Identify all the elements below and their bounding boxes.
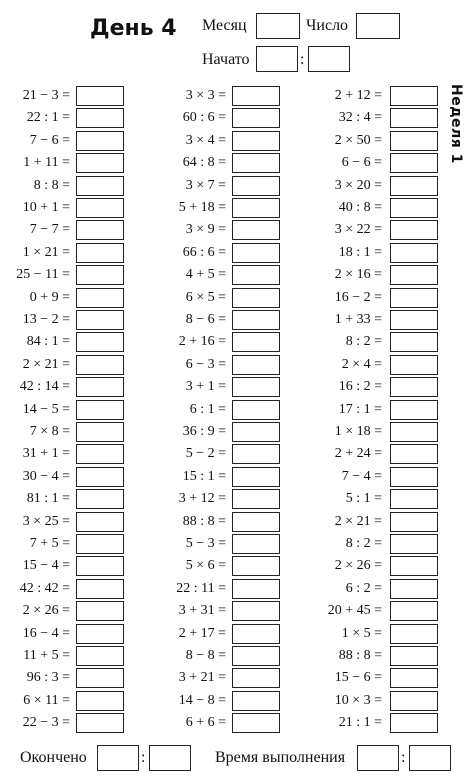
exercise-expression: 2 × 50 = [334, 132, 382, 148]
exercise-expression: 16 − 2 = [334, 289, 382, 305]
exercise-expression: 13 − 2 = [22, 312, 70, 327]
exercise-expression: 2 × 26 = [22, 603, 70, 619]
exercise-row [0, 691, 160, 713]
exercise-row [156, 579, 316, 601]
answer-box[interactable] [232, 713, 280, 733]
answer-box[interactable] [232, 198, 280, 218]
exercise-expression: 22 : 11 = [176, 580, 226, 596]
exercise-expression: 96 : 3 = [26, 670, 70, 686]
exercise-expression: 2 + 17 = [178, 625, 226, 641]
answer-box[interactable] [232, 220, 280, 240]
answer-box[interactable] [76, 86, 124, 106]
exercise-expression: 1 × 18 = [334, 424, 382, 439]
exercise-row [308, 131, 468, 153]
exercise-row [156, 265, 316, 287]
answer-box[interactable] [390, 243, 438, 263]
exercise-expression: 20 + 45 = [327, 603, 382, 619]
exercise-row [156, 646, 316, 668]
answer-box[interactable] [390, 377, 438, 397]
exercise-expression: 31 + 1 = [22, 446, 70, 462]
exercise-row [156, 108, 316, 130]
exercise-row [308, 713, 468, 735]
answer-box[interactable] [232, 444, 280, 464]
answer-box[interactable] [232, 646, 280, 666]
exercise-expression: 5 × 6 = [185, 558, 226, 574]
exercise-row [308, 220, 468, 242]
exercise-expression: 3 × 25 = [22, 513, 70, 529]
started-minutes-field[interactable] [308, 46, 350, 72]
exercise-expression: 22 − 3 = [22, 715, 70, 731]
exercise-expression: 0 + 9 = [29, 289, 70, 305]
exercise-row [308, 422, 468, 444]
exercise-expression: 5 − 3 = [185, 536, 226, 551]
exercise-row [308, 243, 468, 265]
exercise-row [308, 86, 468, 108]
exercise-expression: 15 − 4 = [22, 558, 70, 574]
exercise-row [0, 601, 160, 623]
exercise-row [0, 220, 160, 242]
answer-box[interactable] [76, 691, 124, 711]
answer-box[interactable] [390, 198, 438, 218]
answer-box[interactable] [76, 243, 124, 263]
exercise-expression: 5 + 18 = [178, 200, 226, 215]
answer-box[interactable] [390, 668, 438, 688]
answer-box[interactable] [232, 691, 280, 711]
answer-box[interactable] [232, 86, 280, 106]
exercise-row [156, 176, 316, 198]
exercise-expression: 8 − 8 = [185, 648, 226, 663]
answer-box[interactable] [390, 355, 438, 375]
exercise-expression: 10 + 1 = [22, 200, 70, 215]
exercise-expression: 3 + 12 = [178, 491, 226, 507]
exercise-row [0, 377, 160, 399]
answer-box[interactable] [390, 691, 438, 711]
answer-box[interactable] [76, 422, 124, 442]
exercise-row [156, 220, 316, 242]
duration-label: Время выполнения [215, 749, 346, 766]
exercise-expression: 11 + 5 = [23, 648, 70, 663]
answer-box[interactable] [232, 108, 280, 128]
exercise-row [308, 400, 468, 422]
answer-box[interactable] [390, 579, 438, 599]
answer-box[interactable] [232, 579, 280, 599]
exercise-row [156, 489, 316, 511]
exercise-row [308, 668, 468, 690]
finished-time-separator: : [141, 749, 146, 766]
exercise-expression: 6 : 1 = [189, 401, 226, 417]
exercise-row [0, 176, 160, 198]
exercise-row [156, 534, 316, 556]
answer-box[interactable] [232, 243, 280, 263]
answer-box[interactable] [232, 310, 280, 330]
answer-box[interactable] [76, 713, 124, 733]
answer-box[interactable] [390, 624, 438, 644]
exercise-row [308, 489, 468, 511]
exercise-expression: 42 : 14 = [19, 379, 70, 395]
exercise-expression: 18 : 1 = [338, 244, 382, 260]
exercise-expression: 6 × 11 = [23, 692, 70, 708]
month-label: Месяц [202, 17, 247, 34]
answer-box[interactable] [232, 153, 280, 173]
exercise-row [156, 422, 316, 444]
exercise-expression: 7 + 5 = [29, 536, 70, 551]
exercise-row [308, 377, 468, 399]
exercise-expression: 14 − 5 = [22, 401, 70, 417]
answer-box[interactable] [76, 579, 124, 599]
exercise-row [308, 332, 468, 354]
answer-box[interactable] [390, 422, 438, 442]
exercise-expression: 1 + 33 = [334, 312, 382, 327]
exercise-expression: 64 : 8 = [182, 155, 226, 171]
exercise-expression: 32 : 4 = [338, 110, 382, 126]
exercise-row [0, 422, 160, 444]
answer-box[interactable] [76, 288, 124, 308]
exercise-expression: 25 − 11 = [16, 267, 70, 283]
exercise-expression: 2 × 21 = [334, 513, 382, 529]
exercise-row [308, 691, 468, 713]
exercise-expression: 6 − 3 = [185, 356, 226, 372]
exercise-expression: 6 × 5 = [185, 289, 226, 305]
answer-box[interactable] [76, 444, 124, 464]
exercise-row [156, 713, 316, 735]
answer-box[interactable] [76, 310, 124, 330]
answer-box[interactable] [232, 355, 280, 375]
exercise-row [308, 310, 468, 332]
exercise-row [156, 512, 316, 534]
exercise-row [156, 377, 316, 399]
exercise-expression: 3 + 31 = [178, 603, 226, 619]
answer-box[interactable] [76, 355, 124, 375]
exercise-row [308, 579, 468, 601]
exercise-row [0, 534, 160, 556]
answer-box[interactable] [390, 601, 438, 621]
answer-box[interactable] [390, 400, 438, 420]
exercise-row [308, 646, 468, 668]
exercise-expression: 3 + 1 = [185, 379, 226, 395]
exercise-expression: 36 : 9 = [182, 424, 226, 439]
answer-box[interactable] [76, 265, 124, 285]
answer-box[interactable] [76, 332, 124, 352]
exercise-row [308, 265, 468, 287]
exercise-row [0, 624, 160, 646]
answer-box[interactable] [232, 400, 280, 420]
exercise-row [0, 86, 160, 108]
exercise-row [0, 467, 160, 489]
week-label: Неделя 1 [448, 84, 464, 164]
month-field[interactable] [256, 13, 300, 39]
answer-box[interactable] [232, 489, 280, 509]
exercise-row [156, 467, 316, 489]
exercise-expression: 3 × 9 = [185, 222, 226, 238]
answer-box[interactable] [76, 198, 124, 218]
exercise-row [0, 153, 160, 175]
exercise-row [0, 288, 160, 310]
answer-box[interactable] [232, 668, 280, 688]
answer-box[interactable] [390, 176, 438, 196]
exercise-row [156, 243, 316, 265]
exercise-expression: 5 : 1 = [345, 491, 382, 507]
answer-box[interactable] [390, 288, 438, 308]
exercise-row [156, 153, 316, 175]
exercise-row [308, 512, 468, 534]
exercise-expression: 3 × 20 = [334, 177, 382, 193]
exercise-expression: 15 − 6 = [334, 670, 382, 686]
exercise-expression: 17 : 1 = [338, 401, 382, 417]
exercise-expression: 6 : 2 = [345, 580, 382, 596]
exercise-row [0, 332, 160, 354]
duration-hours-field[interactable] [357, 745, 399, 771]
exercise-row [308, 108, 468, 130]
exercise-expression: 42 : 42 = [19, 580, 70, 596]
exercise-row [0, 646, 160, 668]
finished-hours-field[interactable] [97, 745, 139, 771]
exercise-expression: 8 : 2 = [345, 334, 382, 350]
answer-box[interactable] [232, 601, 280, 621]
answer-box[interactable] [76, 624, 124, 644]
answer-box[interactable] [232, 534, 280, 554]
answer-box[interactable] [76, 176, 124, 196]
exercise-row [0, 131, 160, 153]
exercise-expression: 1 × 21 = [22, 244, 70, 260]
exercise-expression: 2 × 16 = [334, 267, 382, 283]
answer-box[interactable] [76, 220, 124, 240]
exercise-expression: 21 : 1 = [338, 715, 382, 731]
exercise-row [0, 198, 160, 220]
exercise-row [308, 601, 468, 623]
answer-box[interactable] [390, 108, 438, 128]
exercise-row [156, 131, 316, 153]
started-hours-field[interactable] [256, 46, 298, 72]
exercise-row [0, 579, 160, 601]
answer-box[interactable] [390, 153, 438, 173]
answer-box[interactable] [76, 489, 124, 509]
exercise-expression: 88 : 8 = [182, 513, 226, 529]
exercise-expression: 8 − 6 = [185, 312, 226, 327]
exercise-row [0, 310, 160, 332]
answer-box[interactable] [390, 332, 438, 352]
exercise-row [0, 668, 160, 690]
exercise-row [156, 601, 316, 623]
exercise-expression: 16 − 4 = [22, 625, 70, 641]
exercise-row [156, 400, 316, 422]
answer-box[interactable] [390, 713, 438, 733]
exercise-expression: 8 : 8 = [33, 177, 70, 193]
exercise-expression: 6 + 6 = [185, 715, 226, 731]
exercise-expression: 66 : 6 = [182, 244, 226, 260]
exercise-expression: 14 − 8 = [178, 692, 226, 708]
answer-box[interactable] [232, 467, 280, 487]
exercise-row [0, 108, 160, 130]
exercise-expression: 3 × 7 = [185, 177, 226, 193]
exercise-row [156, 444, 316, 466]
exercise-expression: 7 − 4 = [341, 468, 382, 484]
exercise-expression: 7 − 6 = [29, 132, 70, 148]
page-title: День 4 [90, 16, 177, 41]
answer-box[interactable] [232, 176, 280, 196]
answer-box[interactable] [232, 512, 280, 532]
exercise-expression: 2 × 4 = [341, 356, 382, 372]
answer-box[interactable] [390, 220, 438, 240]
exercise-expression: 81 : 1 = [26, 491, 70, 507]
exercise-row [156, 691, 316, 713]
exercise-expression: 10 × 3 = [334, 692, 382, 708]
exercise-expression: 2 × 21 = [22, 356, 70, 372]
answer-box[interactable] [76, 400, 124, 420]
exercise-row [308, 288, 468, 310]
answer-box[interactable] [76, 601, 124, 621]
answer-box[interactable] [232, 131, 280, 151]
exercise-expression: 3 × 4 = [185, 132, 226, 148]
exercise-row [156, 310, 316, 332]
answer-box[interactable] [232, 556, 280, 576]
answer-box[interactable] [390, 646, 438, 666]
answer-box[interactable] [390, 444, 438, 464]
exercise-expression: 7 − 7 = [29, 222, 70, 238]
answer-box[interactable] [76, 512, 124, 532]
exercise-expression: 1 × 5 = [341, 625, 382, 641]
exercise-expression: 2 + 24 = [334, 446, 382, 462]
answer-box[interactable] [76, 556, 124, 576]
exercise-row [0, 489, 160, 511]
exercise-row [308, 153, 468, 175]
exercise-row [0, 400, 160, 422]
answer-box[interactable] [76, 131, 124, 151]
exercise-row [0, 444, 160, 466]
answer-box[interactable] [390, 131, 438, 151]
answer-box[interactable] [390, 86, 438, 106]
exercise-expression: 2 + 16 = [178, 334, 226, 350]
answer-box[interactable] [232, 624, 280, 644]
answer-box[interactable] [390, 265, 438, 285]
exercise-row [156, 355, 316, 377]
exercise-row [308, 355, 468, 377]
exercise-row [0, 355, 160, 377]
started-time-separator: : [300, 51, 305, 68]
exercise-row [0, 243, 160, 265]
exercise-row [156, 288, 316, 310]
answer-box[interactable] [76, 668, 124, 688]
exercise-row [308, 444, 468, 466]
answer-box[interactable] [390, 534, 438, 554]
exercise-row [0, 556, 160, 578]
started-label: Начато [202, 51, 250, 68]
exercise-row [0, 713, 160, 735]
exercise-row [156, 86, 316, 108]
answer-box[interactable] [232, 332, 280, 352]
exercise-row [0, 265, 160, 287]
answer-box[interactable] [232, 377, 280, 397]
exercise-row [308, 556, 468, 578]
answer-box[interactable] [390, 512, 438, 532]
exercise-row [308, 467, 468, 489]
day-label: Число [306, 17, 349, 34]
exercise-row [0, 512, 160, 534]
exercise-expression: 40 : 8 = [338, 200, 382, 215]
answer-box[interactable] [232, 422, 280, 442]
exercise-expression: 60 : 6 = [182, 110, 226, 126]
answer-box[interactable] [76, 467, 124, 487]
exercise-expression: 3 × 3 = [185, 88, 226, 103]
exercise-expression: 4 + 5 = [185, 267, 226, 283]
exercise-expression: 22 : 1 = [26, 110, 70, 126]
exercise-expression: 1 + 11 = [23, 155, 70, 171]
exercise-expression: 21 − 3 = [22, 88, 70, 103]
exercise-row [308, 534, 468, 556]
answer-box[interactable] [76, 153, 124, 173]
exercise-row [156, 556, 316, 578]
exercise-expression: 15 : 1 = [182, 468, 226, 484]
answer-box[interactable] [232, 288, 280, 308]
answer-box[interactable] [76, 377, 124, 397]
exercise-row [308, 176, 468, 198]
answer-box[interactable] [390, 489, 438, 509]
exercise-row [156, 332, 316, 354]
exercise-row [308, 624, 468, 646]
answer-box[interactable] [76, 108, 124, 128]
exercise-expression: 16 : 2 = [338, 379, 382, 395]
exercise-expression: 5 − 2 = [185, 446, 226, 462]
exercise-expression: 84 : 1 = [26, 334, 70, 350]
exercise-row [156, 624, 316, 646]
answer-box[interactable] [76, 646, 124, 666]
exercise-row [308, 198, 468, 220]
answer-box[interactable] [390, 556, 438, 576]
exercise-expression: 8 : 2 = [345, 536, 382, 551]
exercise-expression: 7 × 8 = [29, 424, 70, 439]
exercise-expression: 2 × 26 = [334, 558, 382, 574]
exercise-expression: 3 + 21 = [178, 670, 226, 686]
duration-time-separator: : [401, 749, 406, 766]
day-field[interactable] [356, 13, 400, 39]
duration-minutes-field[interactable] [409, 745, 451, 771]
finished-minutes-field[interactable] [149, 745, 191, 771]
exercise-expression: 30 − 4 = [22, 468, 70, 484]
answer-box[interactable] [232, 265, 280, 285]
answer-box[interactable] [76, 534, 124, 554]
exercise-expression: 3 × 22 = [334, 222, 382, 238]
exercise-expression: 6 − 6 = [341, 155, 382, 171]
finished-label: Окончено [20, 749, 87, 766]
exercise-row [156, 198, 316, 220]
exercise-row [156, 668, 316, 690]
answer-box[interactable] [390, 310, 438, 330]
exercise-expression: 88 : 8 = [338, 648, 382, 663]
exercise-expression: 2 + 12 = [334, 88, 382, 103]
answer-box[interactable] [390, 467, 438, 487]
